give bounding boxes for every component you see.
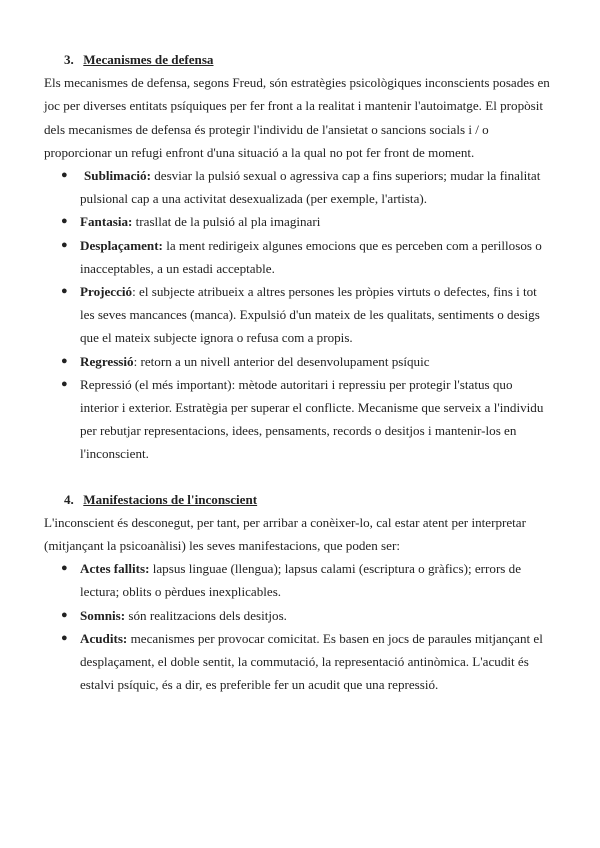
list-item-text: desviar la pulsió sexual o agressiva cap a fins superiors; mudar la finalitat pulsional cap a una activitat desexualizada (per exemple, l'artista). [80,168,541,207]
section-intro-line: (mitjançant la psicoanàlisi) les seves manifestacions, que poden ser: [44,538,400,554]
list-item-term: Fantasia: [80,214,133,230]
list-item [44,164,550,210]
list-item [44,234,550,280]
list-item [44,210,550,233]
list-item [44,627,550,697]
list-item-text: són realitzacions dels desitjos. [125,607,287,623]
bullet-icon: ● [61,285,68,298]
list-item-term: Regressió [80,353,134,369]
list-item-text: la ment redirigeix algunes emocions que es perceben com a perillosos o inacceptables, a un estadi acceptable. [80,237,542,276]
list-item-term: Acudits: [80,630,128,646]
bullet-icon: ● [61,377,68,390]
bullet-icon: ● [61,215,68,228]
list-item-term: Desplaçament: [80,237,163,253]
bullet-icon: ● [61,562,68,575]
list-item-term: Projecció [80,284,133,300]
section-title: Mecanismes de defensa [83,52,214,67]
list-item-term: Sublimació: [84,168,151,184]
list-item [44,373,550,466]
list-item-term: Actes fallits: [80,561,150,577]
section-heading-mecanismes [64,48,550,71]
list-item-text: : el subjecte atribueix a altres persones les pròpies virtuts o defectes, fins i tot les seves mancances (manca). Expulsió d'un mateix de les qualitats, sentiments o desigs que el mateix subjecte ignora o refusa com a propis. [80,284,540,346]
bullet-icon: ● [61,608,68,621]
section-heading-manifestacions [64,488,550,511]
section-number: 4. [64,491,74,507]
section-number: 3. [64,52,74,67]
section-intro-paragraph: Els mecanismes de defensa, segons Freud, són estratègies psicològiques inconscients posades en joc per diverses entitats psíquiques per fer front a la realitat i mantenir l'autoimatge. El propòsit dels mecanismes de defensa és protegir l'individu de l'ansietat o sancions socials i / o proporcionar un refugi enfront d'una situació a la qual no pot fer front de moment. [44,75,550,160]
list-item-term: Somnis: [80,607,126,623]
section-intro-line: L'inconscient és desconegut, per tant, per arribar a conèixer-lo, cal estar atent per interpretar [44,514,526,530]
unconscious-manifestations-list [44,557,550,696]
list-item [44,280,550,350]
list-item [44,557,550,603]
list-item [44,604,550,627]
list-item-text: trasllat de la pulsió al pla imaginari [132,214,321,230]
bullet-icon: ● [61,238,68,251]
list-item-text: : retorn a un nivell anterior del desenvolupament psíquic [133,353,430,369]
list-item [44,350,550,373]
list-item-text: Repressió (el més important): mètode autoritari i repressiu per protegir l'status quo interior i exterior. Estratègia per superar el conflicte. Mecanisme que serveix a l'individu per rebutjar representacions, idees, pensaments, records o desitjos i mantenir-los en l'inconscient. [80,376,544,462]
list-item-text: mecanismes per provocar comicitat. Es basen en jocs de paraules mitjançant el desplaçament, el doble sentit, la commutació, la representació antinòmica. L'acudit és estalvi psíquic, és a dir, es preferible fer un acudit que una repressió. [80,630,543,693]
bullet-icon: ● [61,169,68,182]
section-title: Manifestacions de l'inconscient [83,491,258,507]
list-item-text: lapsus linguae (llengua); lapsus calami (escriptura o gràfics); errors de lectura; oblits o pèrdues inexplicables. [80,561,522,600]
bullet-icon: ● [61,354,68,367]
defense-mechanisms-list [44,164,550,466]
bullet-icon: ● [61,631,68,644]
